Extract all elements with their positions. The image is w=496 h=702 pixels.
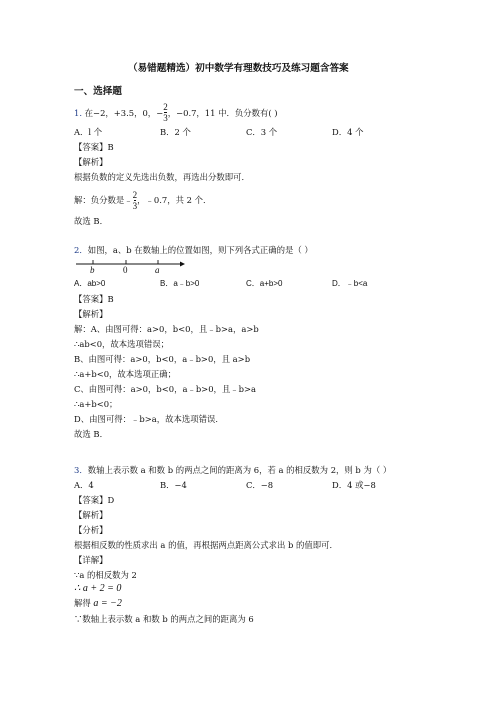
q2-option-b: B．a﹣b>0 [160,279,200,288]
q3-line-2: ∵a 的相反数为 2 [74,570,137,580]
q1-option-a: A．l 个 [74,127,103,137]
q1-option-b: B．2 个 [160,127,191,137]
q3-solve-value: a = −2 [93,598,122,609]
q2-option-d: D．﹣b<a [332,279,368,288]
q2-line-1: 解：A、由图可得：a>0，b<0，且﹣b>a，a>b [74,324,259,334]
q3-reasoning-line: 根据相反数的性质求出 a 的值，再根据两点距离公式求出 b 的值即可． [74,540,338,550]
q1-solution [74,190,211,211]
number-line-label-b: b [90,265,95,275]
q3-solve-label: 解得 [74,598,91,608]
q1-solution-numerator: 2 [132,190,138,200]
q3-option-c: C．−8 [246,480,274,490]
q1-solution-fraction [133,190,138,211]
q2-line-6: ∴a+b<0； [74,399,118,409]
number-line-label-a: a [155,265,160,275]
q1-option-c: C．3 个 [246,127,278,137]
q1-fraction [163,102,168,123]
q2-option-a: A．ab>0 [74,279,106,288]
q1-fraction-sign: − [156,108,164,118]
q1-fraction-numerator: 2 [163,102,168,112]
q1-fraction-denominator: 3 [163,113,168,123]
q2-line-5: C、由图可得：a>0，b<0，a﹣b>0，且﹣b>a [74,384,257,394]
q1-answer: 【答案】B [74,142,114,152]
q1-solution-part1: 解：负分数是﹣ [74,195,133,205]
q3-analysis-label: 【解析】 [74,510,108,520]
q2-stem-text: 如图，a、b 在数轴上的位置如图，则下列各式正确的是（ ） [87,245,313,255]
number-line-label-0: 0 [123,265,128,275]
q1-conclusion: 故选 B． [74,216,108,226]
q3-detail-label: 【详解】 [74,555,108,565]
q1-solution-part2: ，﹣0.7，共 2 个． [137,195,212,205]
q3-number: 3． [74,465,88,475]
q3-option-a: A．4 [74,480,94,490]
q2-line-3: B、由图可得：a>0，b<0，a﹣b>0，且 a>b [74,354,251,364]
q1-stem-part2: ，−0.7，11 中．负分数有( ) [167,108,278,118]
q2-option-c: C．a+b>0 [246,279,283,288]
q1-stem [74,103,278,124]
q3-stem-text: 数轴上表示数 a 和数 b 的两点之间的距离为 6，若 a 的相反数为 2，则 b 为（ ） [87,465,392,475]
q2-line-4: ∴a+b<0，故本选项正确； [74,369,177,379]
q1-stem-part1: 在−2，+3.5，0， [84,108,157,118]
q1-analysis-line: 根据负数的定义先选出负数，再选出分数即可． [74,172,250,182]
q1-option-d: D．4 个 [332,127,364,137]
q3-reasoning-label: 【分析】 [74,525,108,535]
q3-option-b: B．−4 [160,480,187,490]
page-title: （易错题精选）初中数学有理数技巧及练习题含答案 [128,63,349,74]
q1-analysis-label: 【解析】 [74,157,108,167]
q3-stem [74,466,391,474]
q2-line-7: D、由图可得：﹣b>a，故本选项错误． [74,414,224,424]
q3-option-d: D．4 或−8 [332,480,376,490]
number-line-arrow [180,262,185,267]
q3-answer: 【答案】D [74,495,115,505]
q1-number: 1. [74,108,82,118]
q2-answer: 【答案】B [74,294,114,304]
q2-number: 2． [74,245,88,255]
q1-solution-denominator: 3 [132,201,138,211]
q2-line-2: ∴ab<0，故本选项错误； [74,339,170,349]
q3-equation: ∴ a + 2 = 0 [74,583,122,594]
q3-solve [74,599,122,609]
q2-stem [74,246,313,254]
q2-conclusion: 故选 B． [74,429,108,439]
section-heading: 一、选择题 [74,86,122,97]
q2-analysis-label: 【解析】 [74,309,108,319]
q3-line-5: ∵数轴上表示数 a 和数 b 的两点之间的距离为 6 [74,614,254,624]
